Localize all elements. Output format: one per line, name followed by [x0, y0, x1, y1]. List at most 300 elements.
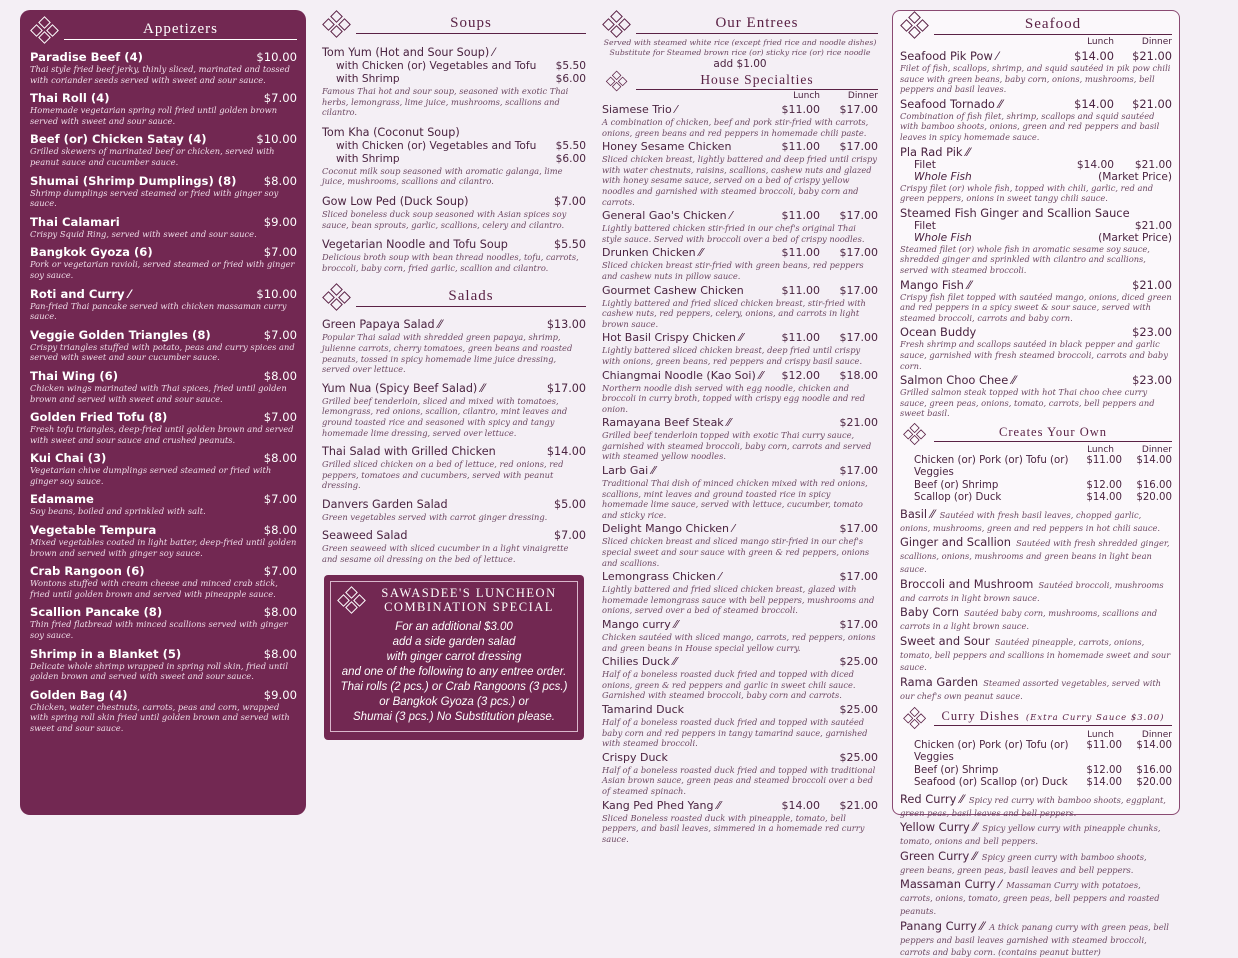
seafood-option-row: [900, 171, 1172, 183]
soup-row: [322, 46, 586, 60]
house-row: [602, 246, 878, 260]
protein-row: [900, 765, 1172, 778]
soup-option-row: [322, 60, 586, 73]
item-prices: [770, 703, 878, 717]
item-name: Mango curry ⁄⁄: [602, 618, 678, 631]
house-item: [602, 103, 878, 138]
soups-salads-panel: [318, 10, 590, 815]
seafood-item: [900, 206, 1172, 276]
lunch-price: $12.00: [1086, 764, 1122, 776]
option-label: with Chicken (or) Vegetables and Tofu: [336, 139, 537, 152]
lunch-price: $14.00: [1076, 158, 1114, 171]
item-price: $7.00: [263, 327, 297, 342]
option-label: with Shrimp: [336, 152, 400, 165]
item-description: Popular Thai salad with shredded green papaya, shrimp, julienne carrots, cherry tomatoes, green beans and roasted peanuts, tossed in spicy homemade lime juice dressing, served over lettuce.: [322, 332, 573, 375]
style-description: Sautéed baby corn, mushrooms, scallions and carrots in a light brown sauce.: [900, 608, 1158, 632]
soups-list: [322, 46, 586, 273]
item-prices: [770, 570, 878, 584]
item-description: Chicken, water chestnuts, carrots, peas and corn, wrapped with spring roll skin fried until golden brown and served with sweet and sour sauce.: [30, 701, 290, 733]
lunch-price: $11.00: [781, 246, 820, 260]
entrees-note-substitute: Substitute for Steamed brown rice (or) sticky rice (or) rice noodle: [609, 48, 871, 57]
seafood-row: [900, 145, 1172, 159]
item-name: Steamed Fish Ginger and Scallion Sauce: [900, 205, 1130, 220]
salad-row: [322, 382, 586, 396]
dinner-price: $25.00: [839, 702, 878, 716]
item-prices: [1130, 206, 1238, 220]
dinner-label: Dinner: [1141, 37, 1172, 47]
appetizer-item: [30, 688, 297, 734]
style-name: Panang Curry ⁄⁄: [900, 918, 985, 933]
option-prices: [1040, 171, 1172, 183]
house-list: [602, 103, 878, 844]
salad-row: [322, 318, 586, 332]
style-item: [900, 536, 1172, 574]
special-line: Shumai (3 pcs.) No Substitution please.: [353, 710, 555, 723]
item-prices: [770, 464, 878, 478]
appetizer-item: [30, 215, 297, 240]
dinner-price: $21.00: [1132, 277, 1172, 292]
lunch-price: [1040, 171, 1090, 183]
house-row: [602, 369, 878, 383]
appetizer-row: [30, 523, 297, 537]
protein-label: Chicken (or) Pork (or) Tofu (or) Veggies: [914, 739, 1069, 764]
soup-option-row: [322, 153, 586, 166]
item-description: Lightly battered sliced chicken breast, deep fried until crispy with onions, green beans, red peppers and crispy basil sauce.: [602, 345, 863, 366]
protein-label: Scallop (or) Duck: [914, 492, 1002, 504]
item-description: A combination of chicken, beef and pork stir-fried with carrots, onions, green beans and red peppers in homemade chili paste.: [602, 117, 869, 138]
soup-item: [322, 238, 586, 273]
item-price: $7.00: [263, 410, 297, 425]
item-description: Steamed filet (or) whole fish in aromatic sesame soy sauce, shredded ginger and sprinkled with cilantro and scallions, served with steamed broccoli.: [900, 243, 1150, 275]
dinner-price: [1122, 145, 1172, 159]
lunch-price: [1064, 145, 1114, 159]
item-price: $8.00: [263, 368, 297, 383]
item-name: Beef (or) Chicken Satay (4): [30, 132, 207, 147]
dinner-price: (Market Price): [1098, 231, 1172, 244]
seafood-item: [900, 49, 1172, 95]
salad-row: [322, 498, 586, 512]
dinner-price: $17.00: [839, 570, 878, 584]
item-price: $7.00: [263, 492, 297, 507]
style-name: Ginger and Scallion: [900, 535, 1011, 550]
style-description: Spicy red curry with bamboo shoots, eggplant, green peas, basil leaves and bell peppers.: [900, 794, 1166, 818]
appetizer-row: [30, 369, 297, 383]
soup-row: [322, 126, 586, 140]
appetizer-row: [30, 174, 297, 188]
item-description: Northern noodle dish served with egg noodle, chicken and broccoli in curry broth, topped with crispy egg noodle and red onion.: [602, 382, 866, 414]
create-price-header: [900, 445, 1172, 455]
special-body: [337, 620, 571, 725]
house-row: [602, 416, 878, 430]
item-price: $5.00: [553, 497, 586, 511]
item-prices: [1064, 97, 1172, 111]
appetizers-panel: [20, 10, 306, 815]
house-row: [602, 140, 878, 154]
house-item: [602, 209, 878, 244]
soup-item: [322, 195, 586, 230]
lunch-price: [770, 655, 820, 669]
house-price-header: [602, 91, 878, 101]
style-item: [900, 920, 1172, 958]
protein-prices: [1080, 455, 1172, 480]
curry-title-wrap: [934, 709, 1172, 726]
house-item: [602, 284, 878, 330]
house-item: [602, 751, 878, 797]
seafood-row: [900, 49, 1172, 63]
protein-row: [900, 455, 1172, 480]
appetizer-row: [30, 50, 297, 64]
entrees-panel: [600, 10, 880, 844]
protein-label: Seafood (or) Scallop (or) Duck: [914, 777, 1068, 789]
house-row: [602, 464, 878, 478]
item-name: Crab Rangoon (6): [30, 564, 145, 579]
salad-item: [322, 529, 586, 564]
lunch-price: [1064, 373, 1114, 387]
lunch-price: $11.00: [781, 209, 820, 223]
item-name: Chiangmai Noodle (Kao Soi) ⁄⁄: [602, 368, 763, 382]
item-prices: [770, 209, 878, 223]
curry-extra-note: (Extra Curry Sauce $3.00): [1025, 713, 1165, 724]
item-description: Half of a boneless roasted duck fried and topped with diced onions, green & red peppers and garlic in sweet chili sauce. Garnished with steamed broccoli, baby corn and carrots.: [602, 669, 856, 701]
appetizer-row: [30, 647, 297, 661]
style-name: Green Curry ⁄⁄: [900, 848, 977, 863]
lunch-price: $14.00: [781, 798, 820, 812]
special-line: with ginger carrot dressing: [386, 650, 522, 663]
item-prices: [770, 655, 878, 669]
item-prices: [770, 522, 878, 536]
item-description: Sliced Boneless roasted duck with pineapple, tomato, bell peppers, and basil leaves, simmered in a homemade red curry sauce.: [602, 812, 865, 844]
dinner-price: $25.00: [839, 750, 878, 764]
item-description: Lightly battered and fried sliced chicken breast, stir-fried with cashew nuts, red peppers, celery, onions, and carrots in light brown sauce.: [602, 297, 866, 329]
special-line: Thai rolls (2 pcs.) or Crab Rangoons (3 pcs.): [340, 680, 568, 693]
lunch-price: [770, 570, 820, 584]
item-description: Grilled beef tenderloin, sliced and mixed with tomatoes, lemongrass, red onions, scallion, cilantro, mint leaves and ground toasted rice and seasoned with spicy and tangy homemade lime dressing, served over lettuce.: [322, 395, 568, 438]
seafood-row: [900, 97, 1172, 111]
option-label: Filet: [914, 158, 936, 171]
item-name: Kui Chai (3): [30, 451, 107, 466]
item-price: $8.00: [263, 451, 297, 466]
appetizer-item: [30, 50, 297, 85]
appetizer-row: [30, 492, 297, 506]
style-description: Spicy green curry with bamboo shoots, green beans, green peas, basil leaves and bell peppers.: [900, 851, 1147, 875]
item-description: Fresh shrimp and scallops sautéed in black pepper and garlic sauce, garnished with fresh steamed broccoli, carrots and baby corn.: [900, 339, 1168, 371]
item-prices: [770, 331, 878, 345]
item-description: Grilled skewers of marinated beef or chicken, served with peanut sauce and cucumber sauce.: [30, 146, 275, 167]
style-item: [900, 635, 1172, 673]
lunch-price: $14.00: [1074, 96, 1114, 111]
dinner-price: $25.00: [839, 655, 878, 669]
item-description: Traditional Thai dish of minced chicken mixed with red onions, scallions, mint leaves and ground toasted rice in spicy homemade lime sauce, served with lettuce, cucumber, tomato and sticky rice.: [602, 478, 868, 520]
item-price: $9.00: [263, 214, 297, 229]
dinner-price: $17.00: [839, 283, 878, 297]
item-name: Paradise Beef (4): [30, 50, 143, 64]
dinner-label: Dinner: [1141, 444, 1172, 455]
dinner-price: $17.00: [839, 140, 878, 154]
appetizers-list: [30, 50, 297, 734]
house-header: [602, 71, 878, 91]
item-prices: [770, 416, 878, 430]
dinner-price: $23.00: [1132, 373, 1172, 388]
item-price: $13.00: [546, 318, 586, 332]
item-name: Pla Rad Pik ⁄⁄: [900, 144, 970, 159]
dinner-price: $17.00: [839, 522, 878, 536]
dinner-price: $17.00: [839, 464, 878, 478]
item-name: Mango Fish ⁄⁄: [900, 277, 972, 292]
item-price: $5.50: [553, 238, 586, 252]
option-label: with Shrimp: [336, 73, 400, 85]
item-name: Golden Bag (4): [30, 687, 128, 702]
item-prices: [770, 140, 878, 154]
curry-style-list: [900, 793, 1172, 958]
protein-label: Chicken (or) Pork (or) Tofu (or) Veggies: [914, 454, 1069, 479]
item-name: Kang Ped Phed Yang ⁄⁄: [602, 798, 721, 812]
salad-item: [322, 445, 586, 491]
dinner-price: $17.00: [839, 103, 878, 116]
dinner-label: Dinner: [1141, 729, 1172, 740]
dinner-price: $14.00: [1136, 739, 1172, 751]
protein-row: [900, 740, 1172, 765]
house-item: [602, 246, 878, 281]
dinner-price: $16.00: [1136, 764, 1172, 776]
protein-prices: [1080, 492, 1172, 505]
soup-option-row: [322, 140, 586, 153]
salads-list: [322, 318, 586, 564]
salad-row: [322, 445, 586, 459]
soups-header: [322, 10, 586, 38]
appetizer-item: [30, 369, 297, 404]
item-name: Golden Fried Tofu (8): [30, 410, 168, 425]
seafood-row: [900, 373, 1172, 387]
item-name: Ramayana Beef Steak ⁄⁄: [602, 416, 731, 430]
item-description: Crispy triangles stuffed with potato, peas and curry spices and served with sweet and sour cucumber sauce.: [30, 341, 295, 363]
style-name: Sweet and Sour: [900, 633, 990, 648]
house-row: [602, 751, 878, 765]
dinner-price: $21.00: [839, 798, 878, 812]
item-description: Vegetarian chive dumplings served steamed or fried with ginger soy sauce.: [30, 465, 272, 486]
salads-header: [322, 283, 586, 311]
item-price: $7.00: [263, 91, 297, 106]
lunch-price: [770, 751, 820, 765]
style-name: Yellow Curry ⁄⁄: [900, 820, 978, 835]
item-price: $7.00: [553, 194, 586, 208]
soups-title: Soups: [356, 15, 586, 34]
appetizer-item: [30, 564, 297, 599]
soup-option-row: [322, 73, 586, 86]
lunch-price: $14.00: [1086, 492, 1122, 504]
option-price: $5.50: [555, 60, 586, 72]
item-description: Green vegetables served with carrot ginger dressing.: [322, 511, 548, 522]
item-price: $14.00: [546, 445, 586, 459]
item-description: Crispy filet (or) whole fish, topped with chili, garlic, red and green peppers, onions in sweet tangy chili sauce.: [900, 182, 1154, 204]
create-header: [900, 423, 1172, 445]
diamond-ornament-icon: [903, 707, 927, 728]
item-description: Combination of fish filet, shrimp, scallops and squid sautéed with bamboo shoots, onions, green and red peppers and basil leaves in spicy homemade sauce.: [900, 110, 1160, 142]
protein-prices: [1080, 480, 1172, 493]
appetizer-item: [30, 245, 297, 280]
item-name: Veggie Golden Triangles (8): [30, 327, 211, 342]
item-name: General Gao's Chicken ⁄: [602, 209, 732, 223]
item-name: Delight Mango Chicken ⁄: [602, 522, 735, 536]
style-item: [900, 606, 1172, 632]
item-prices: [770, 369, 878, 383]
diamond-ornament-icon: [606, 71, 629, 91]
house-item: [602, 331, 878, 366]
lunch-price: $11.00: [781, 283, 820, 297]
item-prices: [770, 246, 878, 260]
lunch-price: $11.00: [1086, 739, 1122, 751]
house-row: [602, 331, 878, 345]
appetizer-item: [30, 328, 297, 363]
item-description: Filet of fish, scallops, shrimp, and squid sautéed in pik pow chili sauce with green beans, baby corn, onions, mushrooms, bell peppers and basil leaves.: [900, 63, 1171, 95]
item-name: Shumai (Shrimp Dumplings) (8): [30, 173, 237, 188]
style-item: [900, 508, 1172, 534]
item-description: Soy beans, boiled and sprinkled with salt.: [30, 506, 206, 517]
protein-row: [900, 777, 1172, 790]
lunch-label: Lunch: [1087, 729, 1114, 740]
dinner-price: $14.00: [1136, 454, 1172, 466]
style-name: Baby Corn: [900, 605, 960, 620]
item-prices: [770, 751, 878, 765]
item-description: Fresh tofu triangles, deep-fried until golden brown and served with sweet and sour sauce and crushed peanuts.: [30, 424, 294, 445]
item-description: Coconut milk soup seasoned with aromatic galanga, lime juice, mushrooms, scallions and cilantro.: [322, 165, 563, 187]
house-item: [602, 369, 878, 415]
house-item: [602, 618, 878, 653]
house-row: [602, 570, 878, 584]
appetizers-header: [30, 16, 297, 44]
salad-row: [322, 529, 586, 543]
item-name: Tamarind Duck: [602, 702, 684, 716]
seafood-item: [900, 373, 1172, 419]
dinner-price: $21.00: [1134, 158, 1172, 171]
house-item: [602, 464, 878, 520]
appetizer-item: [30, 174, 297, 209]
lunch-label: Lunch: [793, 91, 820, 101]
item-prices: [1064, 278, 1172, 292]
item-name: Siamese Trio ⁄: [602, 103, 678, 116]
style-description: A thick panang curry with green peas, bell peppers and basil leaves garnished with steamed broccoli, carrots and baby corn. (contains peanut butter): [900, 921, 1169, 958]
diamond-ornament-icon: [322, 284, 352, 310]
item-description: Mixed vegetables coated in light batter, deep-fried until golden brown and served with ginger soy sauce.: [30, 537, 297, 558]
item-name: Danvers Garden Salad: [322, 497, 448, 511]
dinner-price: $16.00: [1136, 479, 1172, 491]
item-price: $9.00: [263, 687, 297, 702]
style-name: Basil ⁄⁄: [900, 506, 935, 521]
seafood-item: [900, 145, 1172, 204]
item-prices: [770, 618, 878, 632]
special-line: or Bangkok Gyoza (3 pcs.) or: [379, 695, 529, 708]
house-row: [602, 209, 878, 223]
soup-item: [322, 126, 586, 187]
style-description: Sautéed broccoli, mushrooms and carrots in light brown sauce.: [900, 579, 1164, 603]
dinner-price: (Market Price): [1098, 170, 1172, 183]
lunch-price: $11.00: [1086, 454, 1122, 466]
item-prices: [770, 799, 878, 813]
item-name: Crispy Duck: [602, 750, 668, 764]
entrees-note-price: add $1.00: [713, 58, 767, 70]
item-name: Vegetable Tempura: [30, 523, 157, 538]
lunch-price: [1064, 325, 1114, 339]
diamond-ornament-icon: [337, 587, 367, 613]
seafood-item: [900, 97, 1172, 143]
soup-row: [322, 195, 586, 209]
item-name: Tom Yum (Hot and Sour Soup) ⁄: [322, 46, 495, 59]
item-name: Gow Low Ped (Duck Soup): [322, 194, 469, 208]
appetizer-item: [30, 492, 297, 517]
style-description: Sautéed with fresh shredded ginger, scallions, onions, mushrooms and green beans in light bean sauce.: [900, 538, 1170, 575]
create-protein-list: [900, 455, 1172, 505]
item-description: Grilled sliced chicken on a bed of lettuce, red onions, red peppers, tomatoes and cucumbers, served with peanut dressing.: [322, 459, 564, 491]
style-description: Massaman Curry with potatoes, carrots, onions, tomato, green peas, bell peppers and roasted peanuts.: [900, 880, 1160, 916]
item-description: Half of a boneless roasted duck fried and topped with sautéed baby corn and red peppers in tangy tamarind sauce, garnished with steamed broccoli.: [602, 716, 868, 749]
special-title-line1: SAWASDEE'S LUNCHEON: [381, 585, 557, 600]
style-item: [900, 850, 1172, 876]
diamond-ornament-icon: [30, 17, 60, 43]
special-title-line2: COMBINATION SPECIAL: [384, 599, 554, 614]
dinner-price: [1188, 206, 1238, 220]
appetizer-item: [30, 132, 297, 167]
item-name: Drunken Chicken ⁄⁄: [602, 246, 703, 260]
style-name: Rama Garden: [900, 675, 979, 690]
item-price: $10.00: [256, 286, 297, 301]
house-item: [602, 522, 878, 568]
item-name: Salmon Choo Chee ⁄⁄: [900, 373, 1016, 388]
appetizers-title: Appetizers: [64, 21, 297, 40]
dinner-price: $17.00: [839, 209, 878, 223]
seafood-row: [900, 278, 1172, 292]
option-price: $5.50: [555, 139, 586, 152]
seafood-row: [900, 325, 1172, 339]
item-description: Famous Thai hot and sour soup, seasoned with exotic Thai herbs, lemongrass, lime juice, mushrooms, scallions and cilantro.: [322, 86, 569, 118]
protein-label: Beef (or) Shrimp: [914, 479, 999, 491]
protein-row: [900, 480, 1172, 493]
appetizer-row: [30, 688, 297, 702]
appetizer-item: [30, 287, 297, 322]
item-prices: [1064, 145, 1172, 159]
item-name: Thai Salad with Grilled Chicken: [322, 445, 496, 459]
protein-prices: [1080, 777, 1172, 790]
item-name: Chilies Duck ⁄⁄: [602, 655, 677, 669]
style-description: Sautéed pineapple, carrots, onions, tomato, bell peppers and scallions in homemade sweet and sour sauce.: [900, 636, 1171, 673]
protein-prices: [1080, 765, 1172, 778]
item-name: Edamame: [30, 492, 94, 507]
lunch-price: [1040, 232, 1090, 244]
option-label: Whole Fish: [914, 231, 972, 244]
item-name: Thai Calamari: [30, 214, 120, 229]
style-item: [900, 878, 1172, 916]
curry-price-header: [900, 730, 1172, 740]
style-description: Steamed assorted vegetables, served with our chef's own peanut sauce.: [900, 678, 1162, 702]
dinner-price: $23.00: [1132, 325, 1172, 340]
seafood-option-row: [900, 220, 1172, 232]
dinner-price: $17.00: [839, 618, 878, 631]
item-name: Ocean Buddy: [900, 325, 977, 340]
seafood-price-header: [900, 37, 1172, 47]
lunch-price: [770, 703, 820, 717]
item-description: Thin fried flatbread with minced scallions served with ginger soy sauce.: [30, 619, 288, 641]
dinner-price: $21.00: [839, 416, 878, 430]
lunch-price: [1064, 220, 1114, 232]
item-name: Scallion Pancake (8): [30, 605, 163, 620]
seafood-panel: [892, 10, 1180, 958]
special-header: [337, 586, 571, 614]
item-description: Chicken sautéed with sliced mango, carrots, red peppers, onions and green beans in House special yellow curry.: [602, 632, 876, 653]
appetizer-row: [30, 287, 297, 301]
curry-protein-list: [900, 740, 1172, 790]
item-description: Pork or vegetarian ravioli, served steamed or fried with ginger soy sauce.: [30, 259, 295, 280]
house-row: [602, 703, 878, 717]
entrees-note-rice: Served with steamed white rice (except fried rice and noodle dishes): [603, 38, 877, 47]
house-title: House Specialties: [636, 72, 878, 90]
